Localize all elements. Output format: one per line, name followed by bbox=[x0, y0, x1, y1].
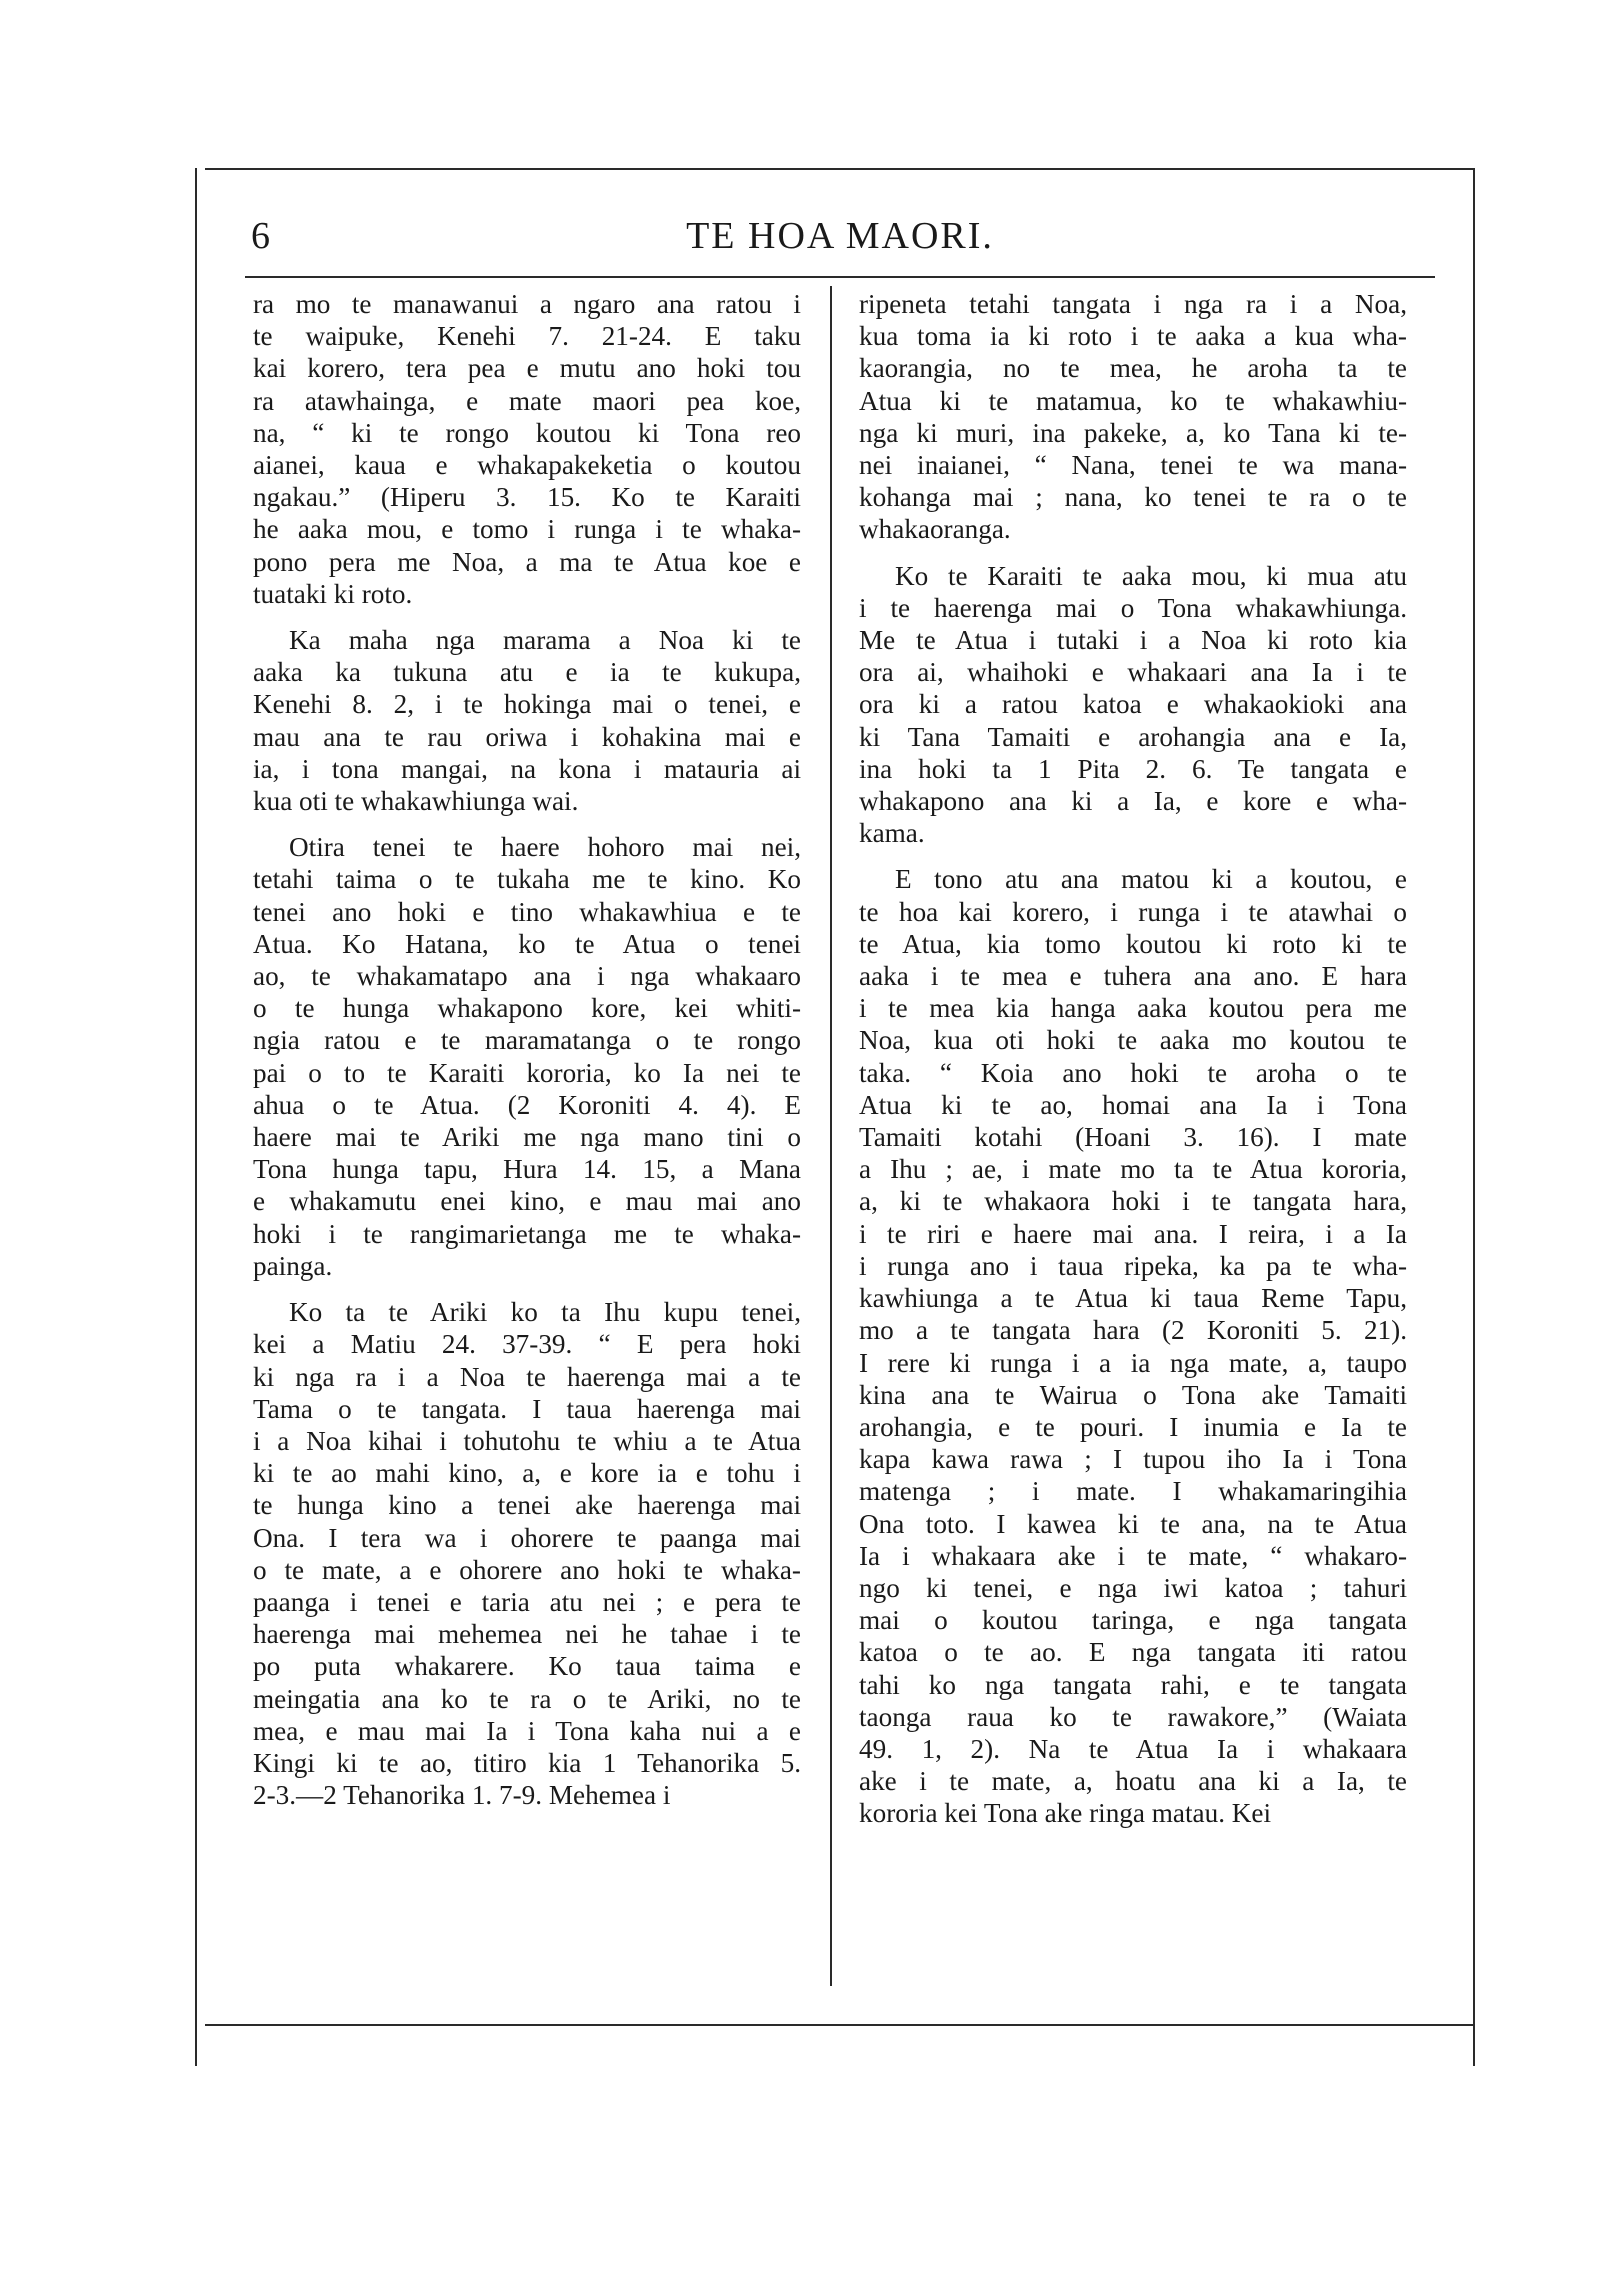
text-line: taka. “ Koia ano hoki te aroha o te bbox=[859, 1057, 1407, 1088]
text-line: Atua ki te matamua, ko te whakawhiu- bbox=[859, 385, 1407, 416]
text-line: aaka i te mea e tuhera ana ano. E hara bbox=[859, 961, 1407, 992]
column-divider bbox=[830, 286, 832, 1986]
text-line: mea, e mau mai Ia i Tona kaha nui a e bbox=[253, 1715, 801, 1746]
text-line: ahua o te Atua. (2 Koroniti 4. 4). E bbox=[253, 1089, 801, 1120]
text-line: na, “ ki te rongo koutou ki Tona reo bbox=[253, 417, 801, 448]
text-line: i te riri e haere mai ana. I reira, i a Ia bbox=[859, 1218, 1407, 1249]
text-line: painga. bbox=[253, 1250, 333, 1281]
text-line: ripeneta tetahi tangata i nga ra i a Noa, bbox=[859, 289, 1407, 319]
text-line: Ka maha nga marama a Noa ki te bbox=[289, 625, 801, 656]
text-line: tahi ko nga tangata rahi, e te tangata bbox=[859, 1669, 1407, 1700]
text-line: i a Noa kihai i tohutohu te whiu a te Atua bbox=[253, 1425, 801, 1456]
text-line: te Atua, kia tomo koutou ki roto ki te bbox=[859, 928, 1407, 959]
text-line: haerenga mai mehemea nei he tahae i te bbox=[253, 1619, 801, 1650]
left-border-rule bbox=[195, 168, 197, 2066]
right-text-column bbox=[859, 288, 1407, 1844]
text-line: nei inaianei, “ Nana, tenei te wa mana- bbox=[859, 450, 1407, 481]
text-line: ki te ao mahi kino, a, e kore ia e tohu i bbox=[253, 1458, 801, 1489]
text-line: ngia ratou e te maramatanga o te rongo bbox=[253, 1025, 801, 1056]
text-line: 2-3.—2 Tehanorika 1. 7-9. Mehemea i bbox=[253, 1780, 671, 1811]
text-line: pono pera me Noa, a ma te Atua koe e bbox=[253, 546, 801, 577]
text-line: Atua ki te ao, homai ana Ia i Tona bbox=[859, 1089, 1407, 1120]
text-line: te hoa kai korero, i runga i te atawhai o bbox=[859, 896, 1407, 927]
text-line: Tamaiti kotahi (Hoani 3. 16). I mate bbox=[859, 1122, 1407, 1153]
text-line: te waipuke, Kenehi 7. 21-24. E taku bbox=[253, 321, 801, 352]
text-line: te hunga kino a tenei ake haerenga mai bbox=[253, 1490, 801, 1521]
text-line: o te hunga whakapono kore, kei whiti- bbox=[253, 993, 801, 1024]
text-line: kohanga mai ; nana, ko tenei te ra o te bbox=[859, 482, 1407, 513]
text-line: kina ana te Wairua o Tona ake Tamaiti bbox=[859, 1379, 1407, 1410]
text-line: Ko te Karaiti te aaka mou, ki mua atu bbox=[895, 560, 1407, 591]
text-line: Atua. Ko Hatana, ko te Atua o tenei bbox=[253, 928, 801, 959]
right-border-rule bbox=[1473, 168, 1475, 2066]
text-line: Ona. I tera wa i ohorere te paanga mai bbox=[253, 1522, 801, 1553]
text-line: Noa, kua oti hoki te aaka mo koutou te bbox=[859, 1025, 1407, 1056]
page-header bbox=[245, 206, 1435, 266]
text-line: kama. bbox=[859, 818, 925, 849]
text-line: ngo ki tenei, e nga iwi katoa ; tahuri bbox=[859, 1572, 1407, 1603]
text-line: whakapono ana ki a Ia, e kore e wha- bbox=[859, 786, 1407, 817]
text-line: a Ihu ; ae, i mate mo ta te Atua kororia, bbox=[859, 1154, 1407, 1185]
text-line: whakaoranga. bbox=[859, 514, 1011, 545]
paragraph bbox=[859, 863, 1407, 1829]
text-line: kei a Matiu 24. 37-39. “ E pera hoki bbox=[253, 1329, 801, 1360]
text-line: tetahi taima o te tukaha me te kino. Ko bbox=[253, 864, 801, 895]
text-line: arohangia, e te pouri. I inumia e Ia te bbox=[859, 1411, 1407, 1442]
top-border-rule bbox=[205, 168, 1475, 170]
bottom-border-rule bbox=[205, 2024, 1475, 2026]
text-line: Tama o te tangata. I taua haerenga mai bbox=[253, 1393, 801, 1424]
text-line: po puta whakarere. Ko taua taima e bbox=[253, 1651, 801, 1682]
text-line: kua oti te whakawhiunga wai. bbox=[253, 786, 579, 817]
text-line: paanga i tenei e taria atu nei ; e pera te bbox=[253, 1586, 801, 1617]
text-line: aaka ka tukuna atu e ia te kukupa, bbox=[253, 657, 801, 688]
text-line: Kenehi 8. 2, i te hokinga mai o tenei, e bbox=[253, 689, 801, 720]
text-line: hoki i te rangimarietanga me te whaka- bbox=[253, 1218, 801, 1249]
paragraph bbox=[253, 831, 801, 1282]
text-line: ki nga ra i a Noa te haerenga mai a te bbox=[253, 1361, 801, 1392]
text-line: kapa kawa rawa ; I tupou iho Ia i Tona bbox=[859, 1444, 1407, 1475]
text-line: matenga ; i mate. I whakamaringihia bbox=[859, 1476, 1407, 1507]
text-line: haere mai te Ariki me nga mano tini o bbox=[253, 1122, 801, 1153]
text-line: ki Tana Tamaiti e arohangia ana e Ia, bbox=[859, 721, 1407, 752]
text-line: Ko ta te Ariki ko ta Ihu kupu tenei, bbox=[289, 1297, 801, 1328]
text-line: ia, i tona mangai, na kona i matauria ai bbox=[253, 753, 801, 784]
text-line: aianei, kaua e whakapakeketia o koutou bbox=[253, 450, 801, 481]
text-line: ra mo te manawanui a ngaro ana ratou i bbox=[253, 289, 801, 319]
text-line: pai o to te Karaiti kororia, ko Ia nei te bbox=[253, 1057, 801, 1088]
text-line: ngakau.” (Hiperu 3. 15. Ko te Karaiti bbox=[253, 482, 801, 513]
text-line: Otira tenei te haere hohoro mai nei, bbox=[289, 832, 801, 863]
text-line: I rere ki runga i a ia nga mate, a, taupo bbox=[859, 1347, 1407, 1378]
page-number: 6 bbox=[251, 215, 270, 257]
text-line: Tona hunga tapu, Hura 14. 15, a Mana bbox=[253, 1154, 801, 1185]
text-line: o te mate, a e ohorere ano hoki te whaka- bbox=[253, 1554, 801, 1585]
text-line: i te mea kia hanga aaka koutou pera me bbox=[859, 993, 1407, 1024]
header-rule bbox=[245, 276, 1435, 278]
text-line: ao, te whakamatapo ana i nga whakaaro bbox=[253, 961, 801, 992]
text-line: mau ana te rau oriwa i kohakina mai e bbox=[253, 721, 801, 752]
text-line: mo a te tangata hara (2 Koroniti 5. 21). bbox=[859, 1315, 1407, 1346]
text-line: E tono atu ana matou ki a koutou, e bbox=[895, 864, 1407, 895]
left-text-column bbox=[253, 288, 801, 1825]
paragraph bbox=[253, 288, 801, 610]
text-line: 49. 1, 2). Na te Atua Ia i whakaara bbox=[859, 1733, 1407, 1764]
paragraph bbox=[859, 288, 1407, 546]
text-line: Ia i whakaara ake i te mate, “ whakaro- bbox=[859, 1540, 1407, 1571]
text-line: a, ki te whakaora hoki i te tangata hara, bbox=[859, 1186, 1407, 1217]
text-line: e whakamutu enei kino, e mau mai ano bbox=[253, 1186, 801, 1217]
text-line: he aaka mou, e tomo i runga i te whaka- bbox=[253, 514, 801, 545]
text-line: ora ai, whaihoki e whakaari ana Ia i te bbox=[859, 657, 1407, 688]
running-head: TE HOA MAORI. bbox=[686, 215, 994, 257]
paragraph bbox=[253, 624, 801, 817]
text-line: ra atawhainga, e mate maori pea koe, bbox=[253, 385, 801, 416]
text-line: i te haerenga mai o Tona whakawhiunga. bbox=[859, 592, 1407, 623]
text-line: taonga raua ko te rawakore,” (Waiata bbox=[859, 1701, 1407, 1732]
text-line: i runga ano i taua ripeka, ka pa te wha- bbox=[859, 1250, 1407, 1281]
page-frame bbox=[205, 168, 1475, 2066]
text-line: Ona toto. I kawea ki te ana, na te Atua bbox=[859, 1508, 1407, 1539]
text-line: Kingi ki te ao, titiro kia 1 Tehanorika 5. bbox=[253, 1747, 801, 1778]
text-line: tenei ano hoki e tino whakawhiua e te bbox=[253, 896, 801, 927]
text-line: ake i te mate, a, hoatu ana ki a Ia, te bbox=[859, 1766, 1407, 1797]
text-line: tuataki ki roto. bbox=[253, 578, 413, 609]
text-line: mai o koutou taringa, e nga tangata bbox=[859, 1605, 1407, 1636]
text-line: kororia kei Tona ake ringa matau. Kei bbox=[859, 1798, 1272, 1829]
text-line: kawhiunga a te Atua ki taua Reme Tapu, bbox=[859, 1283, 1407, 1314]
text-line: kaorangia, no te mea, he aroha ta te bbox=[859, 353, 1407, 384]
text-line: ina hoki ta 1 Pita 2. 6. Te tangata e bbox=[859, 753, 1407, 784]
text-line: katoa o te ao. E nga tangata iti ratou bbox=[859, 1637, 1407, 1668]
text-line: nga ki muri, ina pakeke, a, ko Tana ki te- bbox=[859, 417, 1407, 448]
text-line: kai korero, tera pea e mutu ano hoki tou bbox=[253, 353, 801, 384]
text-line: Me te Atua i tutaki i a Noa ki roto kia bbox=[859, 625, 1407, 656]
paragraph bbox=[859, 560, 1407, 850]
text-line: meingatia ana ko te ra o te Ariki, no te bbox=[253, 1683, 801, 1714]
text-line: ora ki a ratou katoa e whakaokioki ana bbox=[859, 689, 1407, 720]
paragraph bbox=[253, 1296, 801, 1811]
text-line: kua toma ia ki roto i te aaka a kua wha- bbox=[859, 321, 1407, 352]
